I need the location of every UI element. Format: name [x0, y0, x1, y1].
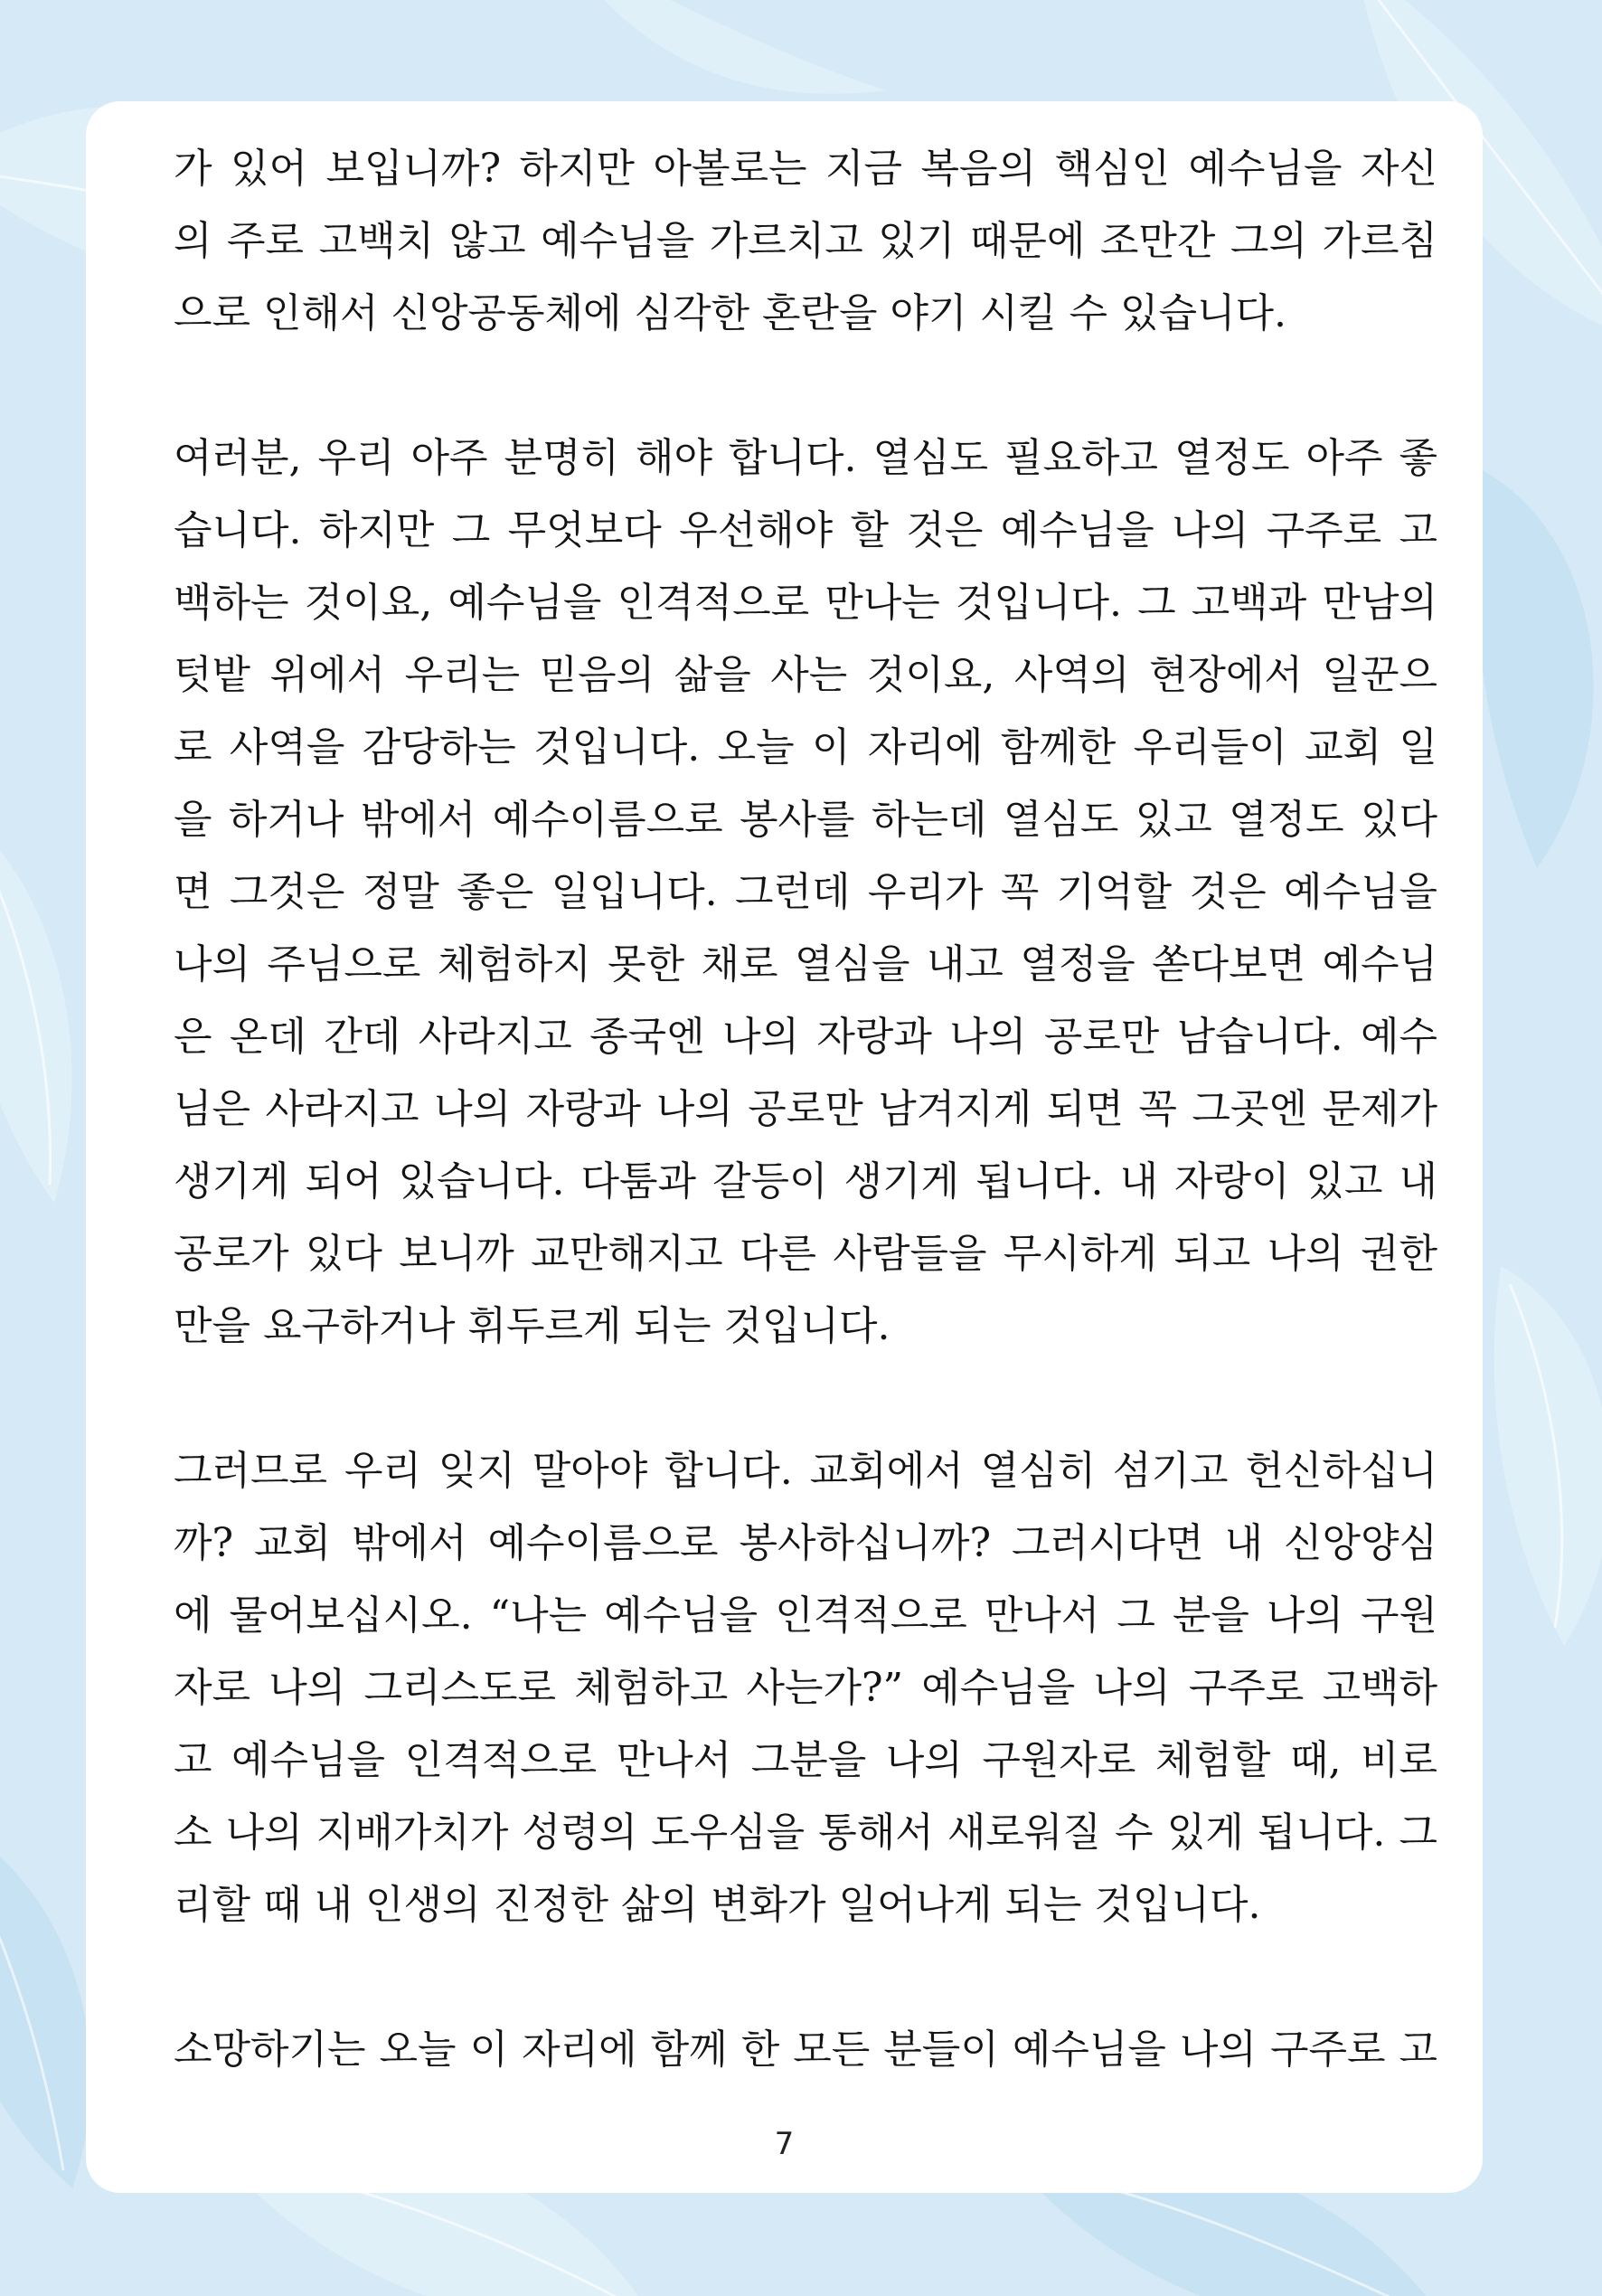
- text-line: 만을 요구하거나 휘두르게 되는 것입니다.: [174, 1303, 891, 1349]
- text-line: 까? 교회 밖에서 예수이름으로 봉사하십니까? 그러시다면 내 신앙양심: [174, 1520, 1437, 1566]
- text-line: 여러분, 우리 아주 분명히 해야 합니다. 열심도 필요하고 열정도 아주 좋: [174, 435, 1437, 481]
- paragraph: [174, 133, 1437, 350]
- text-line: 으로 인해서 신앙공동체에 심각한 혼란을 야기 시킬 수 있습니다.: [174, 290, 1286, 336]
- paragraph: [174, 422, 1437, 1363]
- text-line: 생기게 되어 있습니다. 다툼과 갈등이 생기게 됩니다. 내 자랑이 있고 내: [174, 1158, 1437, 1205]
- text-line: 백하는 것이요, 예수님을 인격적으로 만나는 것입니다. 그 고백과 만남의: [174, 580, 1437, 626]
- text-line: 자로 나의 그리스도로 체험하고 사는가?” 예수님을 나의 구주로 고백하: [174, 1665, 1437, 1711]
- text-line: 에 물어보십시오. “나는 예수님을 인격적으로 만나서 그 분을 나의 구원: [174, 1592, 1437, 1639]
- page-number: 7: [774, 2126, 795, 2162]
- text-line: 소 나의 지배가치가 성령의 도우심을 통해서 새로워질 수 있게 됩니다. 그: [174, 1809, 1437, 1856]
- paragraph: [174, 2014, 1437, 2086]
- text-line: 습니다. 하지만 그 무엇보다 우선해야 할 것은 예수님을 나의 구주로 고: [174, 507, 1437, 553]
- text-line: 고 예수님을 인격적으로 만나서 그분을 나의 구원자로 체험할 때, 비로: [174, 1737, 1437, 1783]
- body-text: [174, 133, 1437, 2159]
- text-line: 소망하기는 오늘 이 자리에 함께 한 모든 분들이 예수님을 나의 구주로 고: [174, 2027, 1437, 2073]
- text-line: 로 사역을 감당하는 것입니다. 오늘 이 자리에 함께한 우리들이 교회 일: [174, 724, 1437, 770]
- text-line: 면 그것은 정말 좋은 일입니다. 그런데 우리가 꼭 기억할 것은 예수님을: [174, 869, 1437, 915]
- text-line: 가 있어 보입니까? 하지만 아볼로는 지금 복음의 핵심인 예수님을 자신: [174, 146, 1437, 192]
- text-line: 공로가 있다 보니까 교만해지고 다른 사람들을 무시하게 되고 나의 권한: [174, 1231, 1437, 1277]
- text-line: 리할 때 내 인생의 진정한 삶의 변화가 일어나게 되는 것입니다.: [174, 1882, 1261, 1928]
- text-line: 나의 주님으로 체험하지 못한 채로 열심을 내고 열정을 쏟다보면 예수님: [174, 941, 1437, 987]
- text-line: 을 하거나 밖에서 예수이름으로 봉사를 하는데 열심도 있고 열정도 있다: [174, 797, 1437, 843]
- text-line: 님은 사라지고 나의 자랑과 나의 공로만 남겨지게 되면 꼭 그곳엔 문제가: [174, 1086, 1437, 1132]
- text-line: 은 온데 간데 사라지고 종국엔 나의 자랑과 나의 공로만 남습니다. 예수: [174, 1014, 1437, 1060]
- text-line: 의 주로 고백치 않고 예수님을 가르치고 있기 때문에 조만간 그의 가르침: [174, 218, 1437, 264]
- page-sheet: [86, 101, 1483, 2193]
- text-line: 텃밭 위에서 우리는 믿음의 삶을 사는 것이요, 사역의 현장에서 일꾼으: [174, 652, 1437, 698]
- text-line: 그러므로 우리 잊지 말아야 합니다. 교회에서 열심히 섬기고 헌신하십니: [174, 1448, 1437, 1494]
- paragraph: [174, 1435, 1437, 1942]
